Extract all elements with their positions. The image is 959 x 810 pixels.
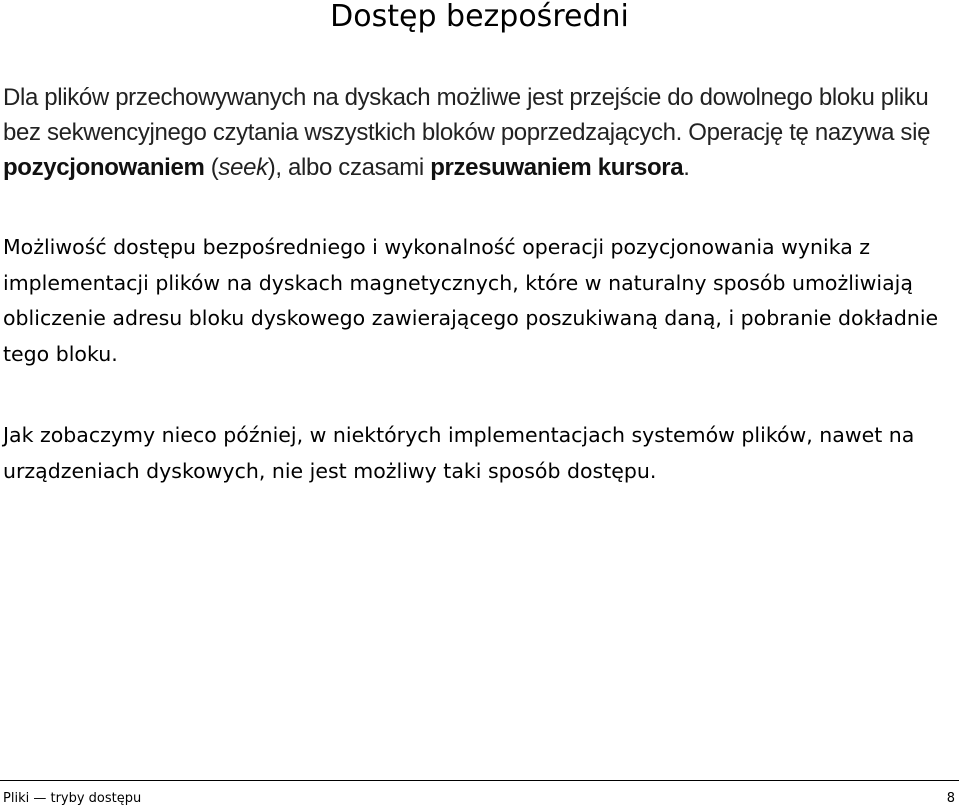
paragraph-direct-access-feasibility: Możliwość dostępu bezpośredniego i wykonalność operacji pozycjonowania wynika z implementacji plików na dyskach magnetycznych, które w naturalny sposób umożliwiają obliczenie adresu bloku dyskowego zawierającego poszukiwaną daną, i pobranie dokładnie tego bloku. (3, 235, 939, 366)
paragraph-seek-definition (3, 80, 959, 185)
footer-page-number: 8 (946, 791, 955, 806)
paragraph-text: Dla plików przechowywanych na dyskach możliwe jest przejście do dowolnego bloku pliku bez sekwencyjnego czytania wszystkich bloków poprzedzających. Operację tę nazywa się (3, 84, 931, 146)
footer-section-title: Pliki — tryby dostępu (3, 791, 142, 806)
term-cursor-move: przesuwaniem kursora (430, 154, 684, 181)
term-positioning: pozycjonowaniem (3, 154, 205, 181)
paragraph-text: ), albo czasami (267, 154, 431, 181)
paragraph-text: . (683, 154, 690, 181)
paragraph-text: ( (204, 154, 219, 181)
paragraph-limitations: Jak zobaczymy nieco później, w niektórych implementacjach systemów plików, nawet na urządzeniach dyskowych, nie jest możliwy taki sposób dostępu. (3, 423, 915, 483)
term-seek: seek (218, 154, 268, 181)
footer-divider (0, 780, 959, 781)
slide-title: Dostęp bezpośredni (330, 0, 629, 34)
